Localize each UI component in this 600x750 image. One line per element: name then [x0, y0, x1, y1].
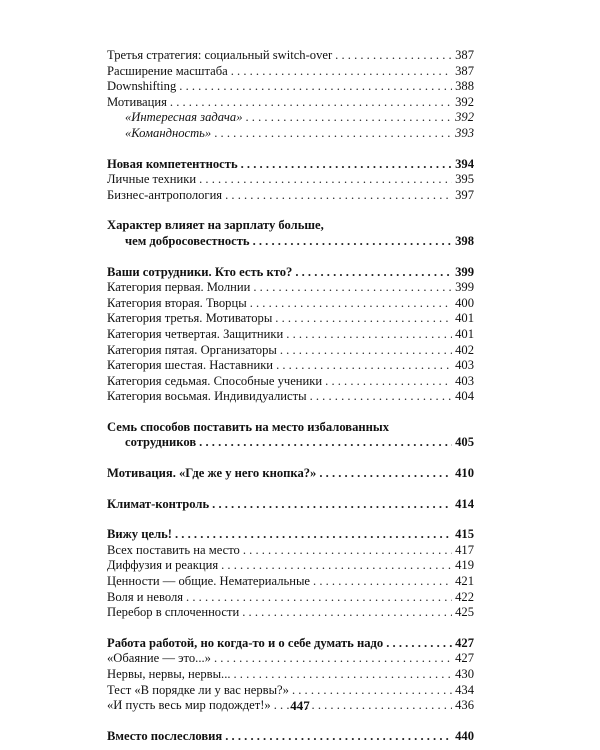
toc-entry: Воля и неволя . . . 422	[107, 590, 474, 606]
dot-leader	[286, 327, 452, 343]
toc-entry: Всех поставить на место . . . 417	[107, 543, 474, 559]
toc-section-heading: Вместо послесловия . . . 440	[107, 729, 474, 745]
toc-subentry: «Интересная задача» . . . 392	[107, 110, 474, 126]
dot-leader	[231, 64, 452, 80]
dot-leader	[275, 311, 452, 327]
dot-leader	[319, 466, 452, 482]
dot-leader	[280, 343, 452, 359]
dot-leader	[234, 667, 453, 683]
toc-entry: Диффузия и реакция . . . 419	[107, 558, 474, 574]
dot-leader	[242, 605, 452, 621]
toc-entry: Третья стратегия: социальный switch-over . . . 387	[107, 48, 474, 64]
dot-leader	[175, 527, 452, 543]
dot-leader	[170, 95, 452, 111]
dot-leader	[214, 126, 452, 142]
dot-leader	[225, 188, 452, 204]
toc-entry: Категория восьмая. Индивидуалисты . . . 404	[107, 389, 474, 405]
toc-entry: Категория шестая. Наставники . . . 403	[107, 358, 474, 374]
toc-subentry: «Командность» . . . 393	[107, 126, 474, 142]
toc-entry: Личные техники . . . 395	[107, 172, 474, 188]
toc-section-heading-cont: чем добросовестность . . . 398	[107, 234, 474, 250]
toc-entry: Тест «В порядке ли у вас нервы?» . . . 434	[107, 683, 474, 699]
dot-leader	[186, 590, 452, 606]
page-number: 447	[290, 698, 310, 713]
dot-leader	[313, 574, 452, 590]
toc-section-heading: Характер влияет на зарплату больше,	[107, 218, 324, 233]
toc-section-heading: Ваши сотрудники. Кто есть кто? . . . 399	[107, 265, 474, 281]
toc-section-heading: Работа работой, но когда-то и о себе думать надо . . . 427	[107, 636, 474, 652]
dot-leader	[214, 651, 452, 667]
toc-section-heading: Новая компетентность . . . 394	[107, 157, 474, 173]
toc-entry: Категория третья. Мотиваторы . . . 401	[107, 311, 474, 327]
toc-entry: Ценности — общие. Нематериальные . . . 421	[107, 574, 474, 590]
toc-entry: Категория первая. Молнии . . . 399	[107, 280, 474, 296]
dot-leader	[295, 265, 452, 281]
toc-entry: «И пусть весь мир подождет!» . . . 436	[107, 698, 474, 714]
toc-entry: Нервы, нервы, нервы... . . . 430	[107, 667, 474, 683]
dot-leader	[221, 558, 452, 574]
dot-leader	[212, 497, 452, 513]
toc-section-heading-cont: сотрудников . . . 405	[107, 435, 474, 451]
toc-entry: Категория седьмая. Способные ученики . . . 403	[107, 374, 474, 390]
dot-leader	[241, 157, 452, 173]
dot-leader	[250, 296, 452, 312]
dot-leader	[276, 358, 452, 374]
toc-entry: Расширение масштаба . . . 387	[107, 64, 474, 80]
toc-entry: Downshifting . . . 388	[107, 79, 474, 95]
dot-leader	[253, 280, 452, 296]
dot-leader	[225, 729, 452, 745]
table-of-contents	[107, 48, 474, 744]
toc-entry: Бизнес-антропология . . . 397	[107, 188, 474, 204]
toc-section-heading: Вижу цель! . . . 415	[107, 527, 474, 543]
dot-leader	[335, 48, 452, 64]
toc-entry: Мотивация . . . 392	[107, 95, 474, 111]
dot-leader	[246, 110, 453, 126]
dot-leader	[199, 172, 452, 188]
toc-entry: Категория четвертая. Защитники . . . 401	[107, 327, 474, 343]
dot-leader	[243, 543, 452, 559]
toc-entry: «Обаяние — это...» . . . 427	[107, 651, 474, 667]
dot-leader	[386, 636, 452, 652]
dot-leader	[253, 234, 453, 250]
dot-leader	[179, 79, 452, 95]
toc-section-heading: Климат-контроль . . . 414	[107, 497, 474, 513]
toc-entry: Перебор в сплоченности . . . 425	[107, 605, 474, 621]
dot-leader	[325, 374, 452, 390]
toc-entry: Категория вторая. Творцы . . . 400	[107, 296, 474, 312]
toc-entry: Категория пятая. Организаторы . . . 402	[107, 343, 474, 359]
dot-leader	[292, 683, 452, 699]
toc-section-heading: Семь способов поставить на место избалованных	[107, 419, 390, 434]
dot-leader	[199, 435, 452, 451]
dot-leader	[310, 389, 453, 405]
toc-section-heading: Мотивация. «Где же у него кнопка?» . . . 410	[107, 466, 474, 482]
